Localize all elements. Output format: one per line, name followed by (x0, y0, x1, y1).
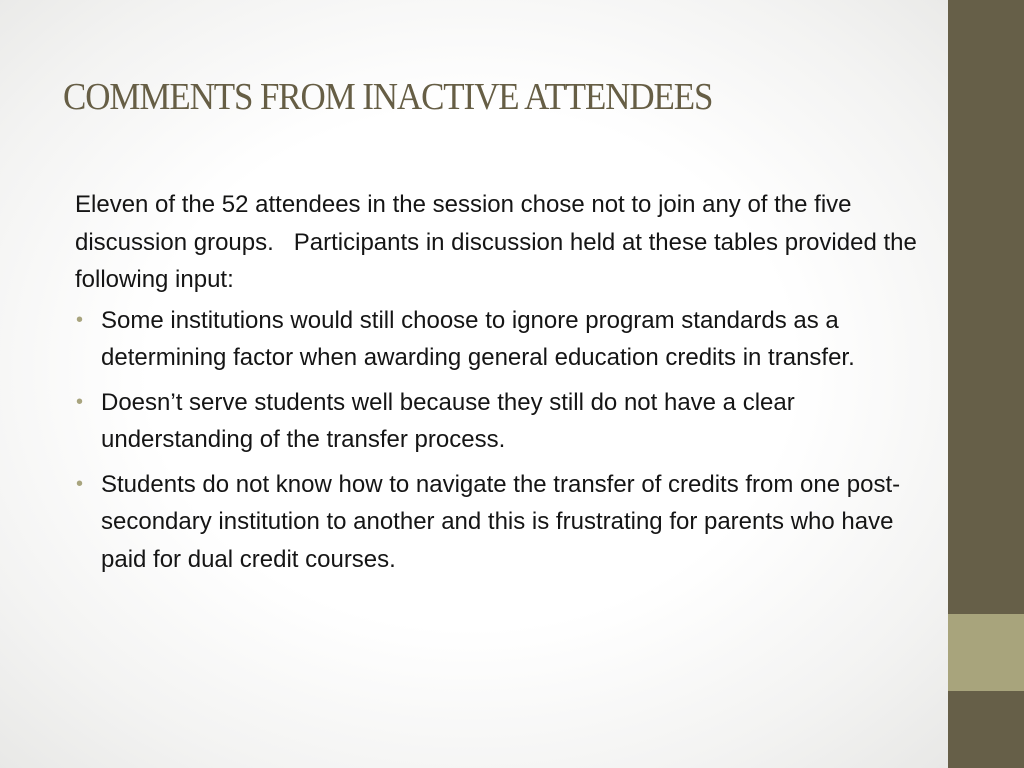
bullet-item (75, 384, 935, 459)
bullet-item (75, 466, 935, 579)
bullet-icon: • (76, 472, 84, 495)
bullet-icon: • (76, 390, 84, 413)
bullet-text: Doesn’t serve students well because they still do not have a clear understanding of the transfer process. (101, 388, 795, 453)
intro-paragraph: Eleven of the 52 attendees in the session chose not to join any of the five discussion groups. Participants in discussion held at these tables provided the following input: (75, 191, 924, 293)
sidebar-accent-block (948, 614, 1024, 691)
bullet-list (75, 302, 935, 579)
bullet-item (75, 302, 935, 377)
slide-title: COMMENTS FROM INACTIVE ATTENDEES (63, 76, 713, 118)
bullet-text: Some institutions would still choose to ignore program standards as a determining factor when awarding general education credits in transfer. (101, 306, 855, 371)
bullet-icon: • (76, 308, 84, 331)
bullet-text: Students do not know how to navigate the transfer of credits from one post-secondary institution to another and this is frustrating for parents who have paid for dual credit courses. (101, 470, 901, 573)
slide-body (75, 186, 935, 585)
